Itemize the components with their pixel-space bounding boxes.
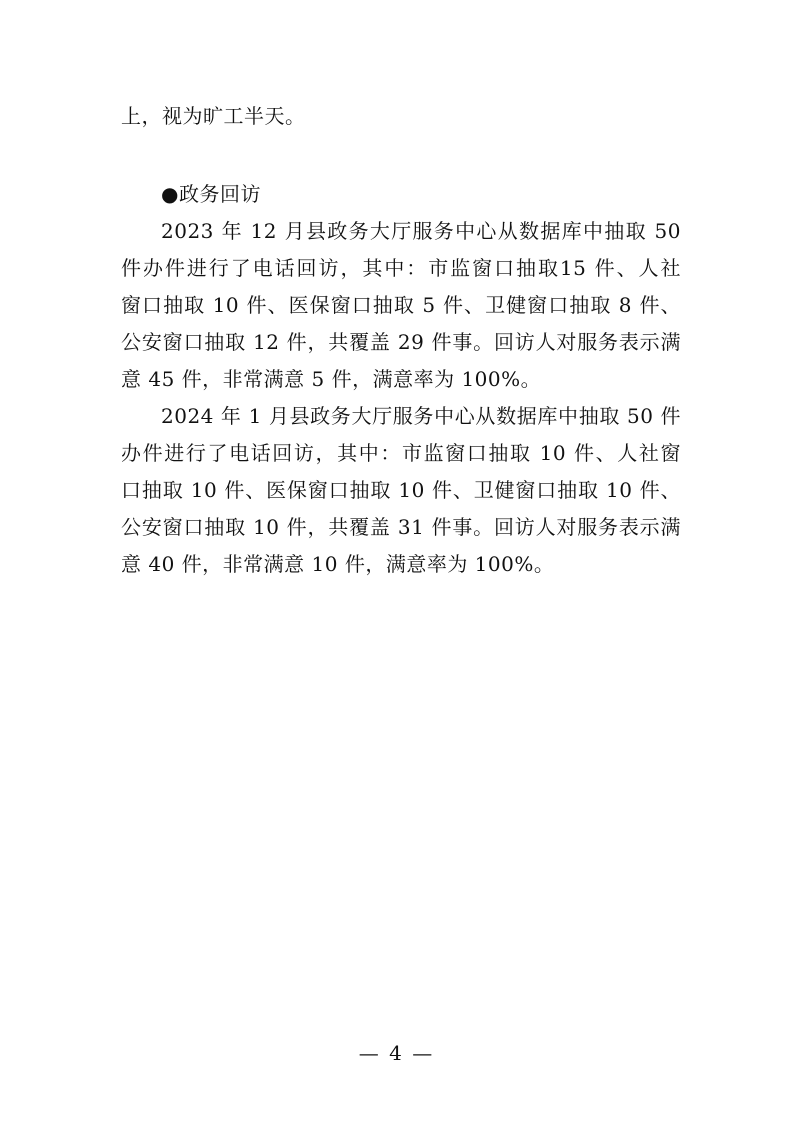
paragraph-1-line-3: 窗口抽取 10 件、医保窗口抽取 5 件、卫健窗口抽取 8 件、 xyxy=(121,293,681,317)
paragraph-2-line-3: 口抽取 10 件、医保窗口抽取 10 件、卫健窗口抽取 10 件、 xyxy=(121,478,681,502)
paragraph-2-line-4: 公安窗口抽取 10 件，共覆盖 31 件事。回访人对服务表示满 xyxy=(121,515,681,539)
section-heading: ●政务回访 xyxy=(161,182,261,206)
paragraph-2-line-2: 办件进行了电话回访，其中：市监窗口抽取 10 件、人社窗 xyxy=(121,441,681,465)
paragraph-1-line-1: 2023 年 12 月县政务大厅服务中心从数据库中抽取 50 xyxy=(161,219,681,243)
paragraph-1-line-5: 意 45 件，非常满意 5 件，满意率为 100%。 xyxy=(121,367,542,391)
paragraph-2-line-5: 意 40 件，非常满意 10 件，满意率为 100%。 xyxy=(121,552,555,576)
paragraph-2-line-1: 2024 年 1 月县政务大厅服务中心从数据库中抽取 50 件 xyxy=(161,404,681,428)
paragraph-1-line-2: 件办件进行了电话回访，其中：市监窗口抽取15 件、人社 xyxy=(121,256,681,280)
continuation-line: 上，视为旷工半天。 xyxy=(121,104,306,128)
page-number: — 4 — xyxy=(358,1041,435,1065)
paragraph-1-line-4: 公安窗口抽取 12 件，共覆盖 29 件事。回访人对服务表示满 xyxy=(121,330,681,354)
